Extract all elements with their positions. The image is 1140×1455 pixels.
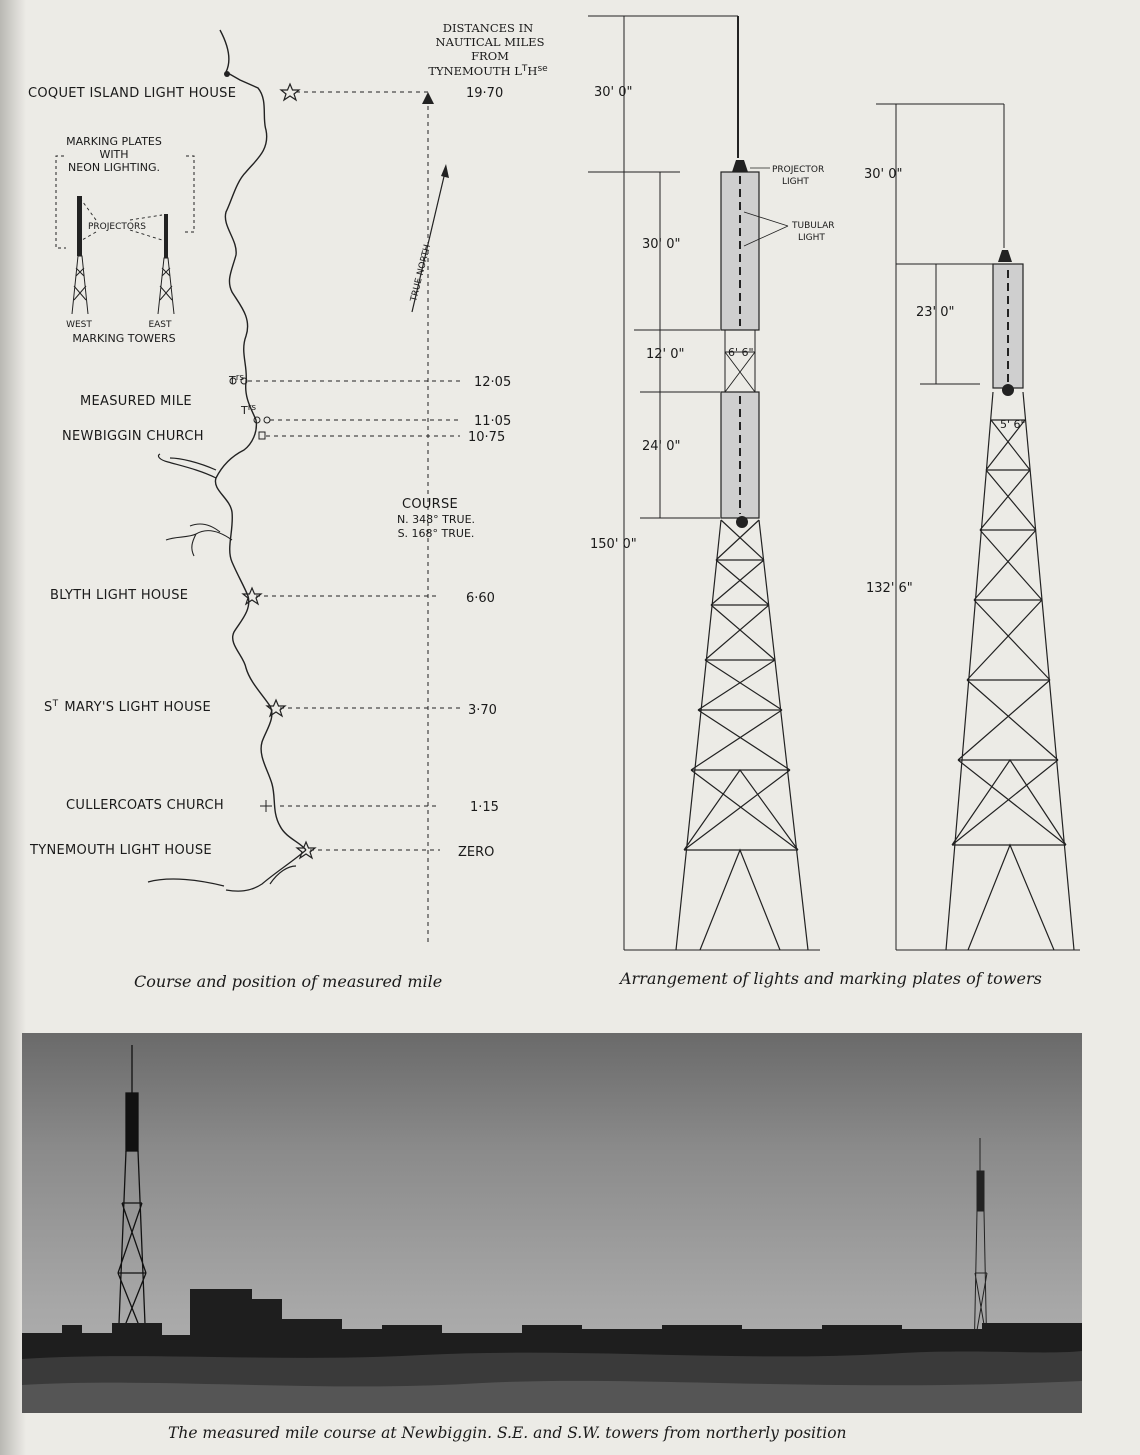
distance-coquet: 19·70	[466, 86, 504, 101]
projector-label-2: LIGHT	[782, 177, 809, 187]
landmark-blyth: BLYTH LIGHT HOUSE	[50, 588, 189, 603]
gap-lattice	[725, 330, 755, 392]
tall-tower	[588, 16, 834, 950]
landmark-measured-mile: MEASURED MILE	[80, 394, 192, 409]
tall-lower-plate-dim: 24' 0"	[642, 439, 681, 454]
short-top-dim: 30' 0"	[864, 167, 903, 182]
tall-gap-width: 6' 6"	[728, 346, 754, 359]
landmark-tynemouth: TYNEMOUTH LIGHT HOUSE	[30, 843, 212, 858]
tall-upper-plate-dim: 30' 0"	[642, 237, 681, 252]
coastline	[215, 30, 306, 850]
inset-east: EAST	[148, 320, 172, 330]
foreground-dunes	[22, 1381, 1082, 1413]
inset-projectors: PROJECTORS	[88, 222, 146, 232]
tall-top-dim: 30' 0"	[594, 85, 633, 100]
short-plate-dim: 23' 0"	[916, 305, 955, 320]
projector-light-icon	[732, 160, 748, 172]
tubular-label-1: TUBULAR	[792, 221, 835, 231]
photo-scene	[22, 1033, 1082, 1413]
photo-caption: The measured mile course at Newbiggin. S.E. and S.W. towers from northerly position	[168, 1424, 847, 1442]
inset-title-3: NEON LIGHTING.	[68, 161, 160, 174]
inset-title-1: MARKING PLATES	[66, 135, 162, 148]
tall-tower-lattice	[676, 520, 808, 950]
river-blyth	[166, 524, 232, 556]
distance-cullercoats: 1·15	[470, 800, 499, 815]
landmark-cullercoats: CULLERCOATS CHURCH	[66, 798, 224, 813]
coquet-island-icon	[224, 71, 230, 77]
landmark-coquet: COQUET ISLAND LIGHT HOUSE	[28, 86, 237, 101]
landmark-st-marys: $S^T$ MARY'S LIGHT HOUSE	[44, 699, 211, 715]
distances-heading-2: NAUTICAL MILES	[435, 35, 545, 49]
towers-elevation	[580, 0, 1140, 980]
distances-heading-3: FROM	[471, 49, 509, 63]
course-south: S. 168° TRUE.	[397, 527, 475, 540]
inset-title-2: WITH	[99, 148, 129, 161]
distance-st-marys: 3·70	[468, 703, 497, 718]
distances-heading-4: TYNEMOUTH $L^TH^{se}$	[428, 64, 548, 78]
distance-measured-mile-north: 12·05	[474, 375, 512, 390]
tall-gap-dim: 12' 0"	[646, 347, 685, 362]
distance-blyth: 6·60	[466, 591, 495, 606]
distance-measured-mile-south: 11·05	[474, 414, 512, 429]
lower-lamp-icon	[736, 516, 748, 528]
north-arrow-icon	[441, 164, 449, 178]
true-north-label: TRUE NORTH	[409, 243, 434, 303]
river-wansbeck	[158, 454, 216, 478]
short-total-dim: 132' 6"	[866, 581, 913, 596]
short-width-dim: 5' 6"	[1000, 418, 1026, 431]
projector-label-1: PROJECTOR	[772, 165, 825, 175]
map-caption: Course and position of measured mile	[134, 972, 443, 991]
landmark-newbiggin: NEWBIGGIN CHURCH	[62, 429, 204, 444]
marking-towers-inset	[56, 135, 194, 345]
course-title: COURSE	[401, 497, 459, 512]
newbiggin-photograph	[22, 1033, 1082, 1413]
short-projector-icon	[998, 250, 1012, 262]
distances-heading-1: DISTANCES IN	[442, 21, 534, 35]
distance-tynemouth: ZERO	[458, 845, 495, 860]
towers-caption: Arrangement of lights and marking plates of towers	[620, 969, 1042, 988]
course-map	[0, 0, 560, 1000]
inset-west: WEST	[66, 320, 92, 330]
lighthouse-star-icon	[243, 84, 315, 858]
short-tower-lattice	[946, 392, 1074, 950]
distance-newbiggin: 10·75	[468, 430, 506, 445]
course-north: N. 348° TRUE.	[396, 513, 476, 526]
short-lamp-icon	[1002, 384, 1014, 396]
course-arrow-icon	[422, 92, 434, 104]
short-tower	[864, 104, 1080, 950]
inset-marking-towers: MARKING TOWERS	[72, 332, 176, 345]
tower-marker-label: $T^{rs}$	[229, 373, 245, 387]
tubular-label-2: LIGHT	[798, 233, 825, 243]
tower-marker-label-2: $T^{rs}$	[241, 403, 257, 417]
tall-total-dim: 150' 0"	[590, 537, 637, 552]
